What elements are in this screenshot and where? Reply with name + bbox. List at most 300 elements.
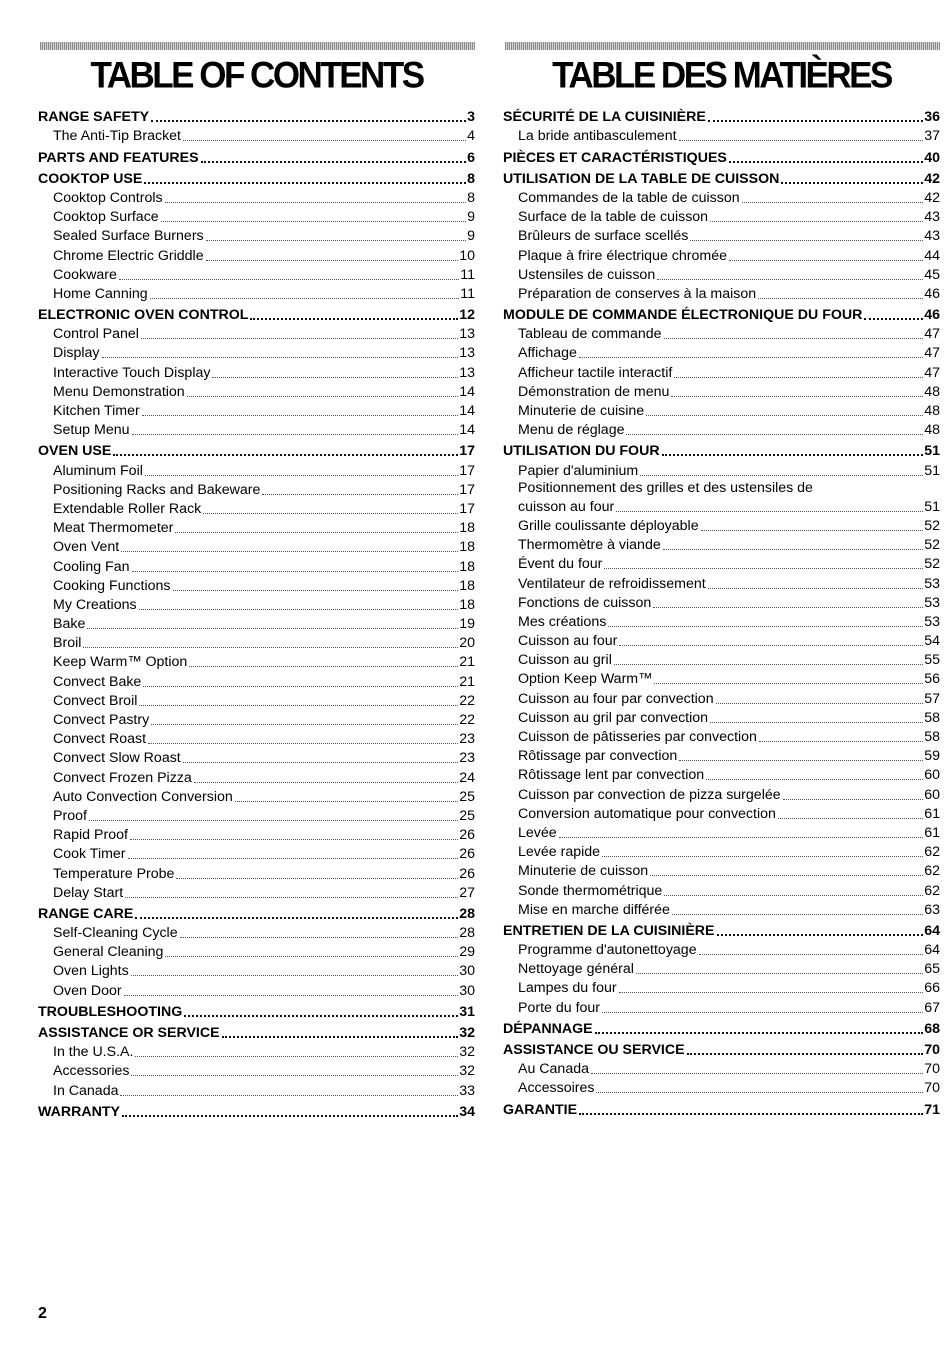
toc-section-entry <box>38 169 475 188</box>
entry-page-number: 24 <box>459 769 475 786</box>
entry-page-number: 28 <box>459 905 475 922</box>
toc-subsection-entry <box>38 729 475 748</box>
dot-leader <box>758 298 923 299</box>
dot-leader <box>759 741 923 742</box>
entry-page-number: 48 <box>924 403 940 419</box>
dot-leader <box>608 626 923 627</box>
entry-page-number: 8 <box>467 170 475 187</box>
toc-subsection-entry <box>38 923 475 942</box>
entry-page-number: 62 <box>924 882 940 899</box>
entry-title: Convect Frozen Pizza <box>53 769 192 786</box>
dot-leader <box>778 818 923 819</box>
entry-title: Rôtissage lent par convection <box>518 767 705 784</box>
entry-title: Cuisson au gril par convection <box>518 709 709 726</box>
toc-subsection-entry <box>503 900 940 919</box>
toc-subsection-entry <box>38 499 475 518</box>
entry-title: Sealed Surface Burners <box>53 228 204 245</box>
dot-leader <box>113 454 458 456</box>
dot-leader <box>135 917 458 919</box>
toc-section-entry <box>503 921 940 940</box>
entry-title: Menu Demonstration <box>53 383 185 400</box>
entry-title: RANGE CARE <box>38 905 134 922</box>
dot-leader <box>710 722 923 723</box>
entry-title: La bride antibasculement <box>518 128 677 145</box>
entry-title: ASSISTANCE OR SERVICE <box>38 1025 220 1041</box>
entry-title: Cooktop Surface <box>53 209 159 226</box>
entry-page-number: 63 <box>924 901 940 918</box>
toc-subsection-entry <box>38 652 475 671</box>
entry-title: Temperature Probe <box>53 865 175 882</box>
toc-subsection-entry <box>38 537 475 556</box>
entry-page-number: 61 <box>924 805 940 822</box>
dot-leader <box>222 1036 459 1038</box>
entry-page-number: 27 <box>459 884 475 901</box>
entry-title: Cuisson de pâtisseries par convection <box>518 729 757 745</box>
toc-subsection-entry <box>38 518 475 537</box>
entry-page-number: 22 <box>459 712 475 728</box>
dot-leader <box>130 839 458 840</box>
dot-leader <box>657 279 923 280</box>
entry-page-number: 42 <box>924 189 940 206</box>
entry-title: Sonde thermométrique <box>518 882 663 899</box>
entry-title: Cuisson au four <box>518 633 618 650</box>
dot-leader <box>579 1113 923 1115</box>
entry-page-number: 25 <box>459 807 475 824</box>
entry-title: Keep Warm™ Option <box>53 654 188 671</box>
entry-title: Cooling Fan <box>53 558 130 575</box>
toc-subsection-entry <box>503 480 940 497</box>
dot-leader <box>144 182 466 184</box>
toc-subsection-entry <box>38 825 475 844</box>
toc-section-entry <box>503 1099 940 1118</box>
dot-leader <box>173 590 459 591</box>
dot-leader <box>183 140 466 141</box>
toc-section-entry <box>503 107 940 126</box>
entry-title: Cuisson au four par convection <box>518 690 714 707</box>
toc-subsection-entry <box>38 1061 475 1080</box>
entry-title: Option Keep Warm™ <box>518 671 653 688</box>
toc-subsection-entry <box>503 362 940 381</box>
entry-page-number: 4 <box>467 128 475 145</box>
entry-title: Cooking Functions <box>53 577 171 594</box>
dot-leader <box>619 645 923 646</box>
entry-page-number: 9 <box>467 209 475 226</box>
entry-page-number: 70 <box>924 1042 940 1058</box>
dot-leader <box>742 202 924 203</box>
dot-leader <box>131 975 459 976</box>
dot-leader <box>626 434 923 435</box>
toc-subsection-entry <box>503 804 940 823</box>
dot-leader <box>671 396 923 397</box>
entry-page-number: 13 <box>459 345 475 362</box>
entry-page-number: 19 <box>459 616 475 633</box>
entry-title: Convect Broil <box>53 692 138 709</box>
toc-subsection-entry <box>503 880 940 899</box>
entry-page-number: 30 <box>459 982 475 999</box>
entry-title: Oven Lights <box>53 963 129 980</box>
toc-section-entry <box>503 441 940 460</box>
entry-page-number: 51 <box>924 498 940 515</box>
toc-subsection-entry <box>503 842 940 861</box>
entry-title: COOKTOP USE <box>38 170 143 187</box>
entry-title: RANGE SAFETY <box>38 109 150 126</box>
entry-title: Interactive Touch Display <box>53 364 211 381</box>
entry-page-number: 14 <box>459 383 475 400</box>
dot-leader <box>176 878 458 879</box>
entry-title: Brûleurs de surface scellés <box>518 228 689 245</box>
toc-subsection-entry <box>503 324 940 343</box>
entry-page-number: 32 <box>459 1025 475 1041</box>
toc-subsection-entry <box>38 767 475 786</box>
dot-leader <box>262 494 458 495</box>
entry-title: Minuterie de cuisson <box>518 863 649 880</box>
dot-leader <box>701 530 924 531</box>
toc-subsection-entry <box>503 245 940 264</box>
toc-subsection-entry <box>38 226 475 245</box>
toc-subsection-entry <box>38 671 475 690</box>
dot-leader <box>710 221 923 222</box>
entry-title: In the U.S.A. <box>53 1044 134 1061</box>
dot-leader <box>619 992 924 993</box>
entry-title: Tableau de commande <box>518 326 662 343</box>
toc-subsection-entry <box>503 382 940 401</box>
entry-page-number: 67 <box>924 999 940 1016</box>
entry-page-number: 68 <box>924 1020 940 1037</box>
entry-page-number: 32 <box>459 1044 475 1061</box>
entry-title: Extendable Roller Rack <box>53 500 202 517</box>
entry-title: SÉCURITÉ DE LA CUISINIÈRE <box>503 109 706 126</box>
entry-title: Convect Slow Roast <box>53 750 181 767</box>
dot-leader <box>729 260 923 261</box>
entry-page-number: 70 <box>924 1061 940 1078</box>
entry-page-number: 18 <box>459 596 475 613</box>
entry-title: Démonstration de menu <box>518 383 670 400</box>
entry-title: Auto Convection Conversion <box>53 788 233 805</box>
entry-page-number: 54 <box>924 633 940 650</box>
dot-leader <box>864 318 923 320</box>
entry-page-number: 51 <box>924 443 940 460</box>
dot-leader <box>131 1075 458 1076</box>
entry-title: Grille coulissante déployable <box>518 517 699 534</box>
entry-page-number: 12 <box>459 307 475 324</box>
entry-title: OVEN USE <box>38 443 112 460</box>
entry-title: Bake <box>53 616 86 633</box>
toc-subsection-entry <box>38 1080 475 1099</box>
toc-subsection-entry <box>503 226 940 245</box>
toc-section-entry <box>503 1040 940 1059</box>
entry-page-number: 17 <box>459 500 475 517</box>
toc-subsection-entry <box>38 480 475 499</box>
toc-subsection-entry <box>503 727 940 746</box>
entry-title: Delay Start <box>53 884 124 901</box>
dot-leader <box>595 1032 924 1034</box>
dot-leader <box>781 182 923 184</box>
entry-page-number: 32 <box>459 1063 475 1080</box>
toc-subsection-entry <box>503 688 940 707</box>
toc-subsection-entry <box>38 245 475 264</box>
entry-title: Affichage <box>518 345 577 362</box>
entry-title: Rapid Proof <box>53 827 128 844</box>
entry-title: Oven Vent <box>53 539 120 556</box>
toc-subsection-entry <box>503 1078 940 1097</box>
entry-page-number: 64 <box>924 942 940 959</box>
dot-leader <box>250 318 458 320</box>
dot-leader <box>135 1056 458 1057</box>
toc-subsection-entry <box>503 516 940 535</box>
entry-page-number: 9 <box>467 228 475 245</box>
entry-title: Self-Cleaning Cycle <box>53 925 178 942</box>
entry-page-number: 47 <box>924 345 940 362</box>
toc-subsection-entry <box>38 126 475 145</box>
entry-title: Setup Menu <box>53 422 130 439</box>
toc-list <box>38 107 475 1121</box>
toc-subsection-entry <box>503 997 940 1016</box>
dot-leader <box>139 705 458 706</box>
entry-page-number: 59 <box>924 748 940 765</box>
dot-leader <box>679 760 923 761</box>
entry-page-number: 20 <box>459 635 475 652</box>
toc-subsection-entry <box>503 669 940 688</box>
toc-section-entry <box>503 147 940 166</box>
entry-page-number: 18 <box>459 520 475 537</box>
entry-page-number: 42 <box>924 170 940 187</box>
toc-subsection-entry <box>503 593 940 612</box>
entry-title: Proof <box>53 807 87 824</box>
toc-section-entry <box>38 1023 475 1042</box>
dot-leader <box>87 628 458 629</box>
dot-leader <box>187 396 459 397</box>
toc-subsection-entry <box>503 631 940 650</box>
entry-page-number: 30 <box>459 963 475 980</box>
dot-leader <box>559 837 924 838</box>
entry-page-number: 40 <box>924 149 940 166</box>
dot-leader <box>151 120 466 122</box>
entry-title: Au Canada <box>518 1061 589 1078</box>
entry-page-number: 26 <box>459 865 475 882</box>
entry-title: Porte du four <box>518 999 601 1016</box>
entry-page-number: 62 <box>924 844 940 861</box>
toc-subsection-entry <box>38 595 475 614</box>
dot-leader <box>663 549 923 550</box>
toc-section-entry <box>38 904 475 923</box>
entry-page-number: 10 <box>459 247 475 264</box>
toc-subsection-entry <box>503 1059 940 1078</box>
toc-subsection-entry <box>503 554 940 573</box>
entry-title: Ustensiles de cuisson <box>518 266 656 283</box>
entry-title: TROUBLESHOOTING <box>38 1003 183 1020</box>
toc-subsection-entry <box>503 650 940 669</box>
dot-leader <box>662 454 924 456</box>
entry-title: Ventilateur de refroidissement <box>518 575 706 592</box>
entry-page-number: 53 <box>924 613 940 630</box>
entry-page-number: 52 <box>924 556 940 573</box>
toc-subsection-entry <box>38 691 475 710</box>
entry-page-number: 8 <box>467 189 475 206</box>
dot-leader <box>119 279 459 280</box>
entry-page-number: 23 <box>459 731 475 748</box>
dot-leader <box>161 221 466 222</box>
toc-subsection-entry <box>503 861 940 880</box>
toc-subsection-entry <box>503 535 940 554</box>
entry-title: Levée <box>518 824 557 841</box>
dot-leader <box>708 120 923 122</box>
dot-leader <box>201 161 467 163</box>
entry-title: ELECTRONIC OVEN CONTROL <box>38 307 249 324</box>
dot-leader <box>235 801 458 802</box>
dot-leader <box>206 240 466 241</box>
entry-page-number: 11 <box>460 266 475 283</box>
entry-title: Levée rapide <box>518 844 601 861</box>
toc-subsection-entry <box>38 748 475 767</box>
entry-title: Thermomètre à viande <box>518 537 661 554</box>
toc-subsection-entry <box>38 188 475 207</box>
dot-leader <box>142 415 458 416</box>
toc-subsection-entry <box>38 265 475 284</box>
entry-title: Kitchen Timer <box>53 403 140 419</box>
entry-page-number: 53 <box>924 594 940 611</box>
entry-title: UTILISATION DU FOUR <box>503 443 660 460</box>
entry-title: UTILISATION DE LA TABLE DE CUISSON <box>503 170 780 187</box>
toc-section-entry <box>503 1019 940 1038</box>
toc-subsection-entry <box>38 633 475 652</box>
toc-heading: TABLE OF CONTENTS <box>90 54 423 96</box>
toc-section-entry <box>38 147 475 166</box>
entry-page-number: 55 <box>924 652 940 669</box>
dot-leader <box>614 664 923 665</box>
entry-page-number: 52 <box>924 537 940 554</box>
entry-title: Oven Door <box>53 982 122 999</box>
dot-leader <box>579 357 923 358</box>
entry-title: Convect Bake <box>53 673 142 690</box>
entry-title: Home Canning <box>53 285 148 302</box>
entry-page-number: 17 <box>459 443 475 460</box>
entry-title: Rôtissage par convection <box>518 748 678 765</box>
toc-subsection-entry <box>503 126 940 145</box>
toc-subsection-entry <box>503 497 940 516</box>
toc-subsection-entry <box>38 980 475 999</box>
toc-section-entry <box>38 1002 475 1021</box>
toc-subsection-entry <box>503 940 940 959</box>
entry-page-number: 71 <box>924 1101 940 1118</box>
entry-page-number: 6 <box>467 149 475 166</box>
dot-leader <box>148 743 458 744</box>
dot-leader <box>602 1012 923 1013</box>
dot-leader <box>664 338 924 339</box>
entry-title: The Anti-Tip Bracket <box>53 128 181 145</box>
dot-leader <box>102 357 459 358</box>
dot-leader <box>653 607 923 608</box>
entry-page-number: 48 <box>924 422 940 439</box>
entry-page-number: 14 <box>459 422 475 439</box>
entry-page-number: 14 <box>459 403 475 419</box>
dot-leader <box>145 475 458 476</box>
toc-subsection-entry <box>38 883 475 902</box>
toc-subsection-entry <box>503 284 940 303</box>
entry-page-number: 43 <box>924 228 940 245</box>
entry-title: Convect Roast <box>53 731 147 748</box>
entry-title: GARANTIE <box>503 1101 578 1118</box>
entry-page-number: 46 <box>924 307 940 324</box>
entry-page-number: 18 <box>459 539 475 556</box>
toc-english-column <box>38 42 475 1121</box>
toc-list <box>503 107 940 1119</box>
entry-title: Conversion automatique pour convection <box>518 805 776 822</box>
entry-title: Préparation de conserves à la maison <box>518 285 757 302</box>
dot-leader <box>596 1092 923 1093</box>
toc-subsection-entry <box>503 401 940 420</box>
dot-leader <box>139 609 459 610</box>
dot-leader <box>151 724 458 725</box>
toc-subsection-entry <box>38 787 475 806</box>
toc-subsection-entry <box>38 710 475 729</box>
dot-leader <box>132 434 459 435</box>
entry-page-number: 64 <box>924 922 940 939</box>
toc-section-entry <box>503 169 940 188</box>
entry-title: Cook Timer <box>53 846 126 863</box>
entry-page-number: 37 <box>924 128 940 145</box>
dot-leader <box>716 703 924 704</box>
dot-leader <box>125 897 458 898</box>
entry-title: Surface de la table de cuisson <box>518 209 709 226</box>
entry-title: DÉPANNAGE <box>503 1020 593 1037</box>
toc-subsection-entry <box>38 362 475 381</box>
toc-subsection-entry <box>38 614 475 633</box>
dot-leader <box>184 1015 458 1017</box>
dot-leader <box>165 956 458 957</box>
entry-title: WARRANTY <box>38 1103 120 1120</box>
dot-leader <box>646 415 923 416</box>
entry-page-number: 34 <box>459 1103 475 1120</box>
entry-page-number: 66 <box>924 980 940 997</box>
dot-leader <box>189 666 458 667</box>
toc-subsection-entry <box>38 284 475 303</box>
dot-leader <box>616 511 923 512</box>
entry-page-number: 26 <box>459 846 475 863</box>
entry-page-number: 43 <box>924 209 940 226</box>
entry-title: PARTS AND FEATURES <box>38 149 199 166</box>
entry-page-number: 25 <box>459 788 475 805</box>
toc-heading: TABLE DES MATIÈRES <box>552 54 891 96</box>
toc-subsection-entry <box>503 708 940 727</box>
toc-subsection-entry <box>503 978 940 997</box>
entry-page-number: 11 <box>460 285 475 302</box>
entry-title: Cuisson au gril <box>518 652 612 669</box>
entry-title: PIÈCES ET CARACTÉRISTIQUES <box>503 149 727 166</box>
dot-leader <box>602 856 923 857</box>
entry-title: Broil <box>53 635 82 652</box>
dot-leader <box>143 686 458 687</box>
entry-title: Lampes du four <box>518 980 617 997</box>
dot-leader <box>672 914 923 915</box>
entry-page-number: 18 <box>459 577 475 594</box>
toc-subsection-entry <box>503 823 940 842</box>
entry-title: Meat Thermometer <box>53 520 174 537</box>
dot-leader <box>212 377 458 378</box>
entry-title: Accessoires <box>518 1080 595 1097</box>
entry-title: Accessories <box>53 1063 130 1080</box>
entry-title: Control Panel <box>53 326 139 343</box>
entry-page-number: 21 <box>459 673 475 690</box>
entry-title: Chrome Electric Griddle <box>53 247 204 264</box>
toc-section-entry <box>38 1102 475 1121</box>
entry-page-number: 17 <box>459 481 475 498</box>
entry-title: Nettoyage général <box>518 961 634 978</box>
entry-page-number: 56 <box>924 671 940 688</box>
entry-title: Cuisson par convection de pizza surgelée <box>518 786 781 803</box>
entry-title: ASSISTANCE OU SERVICE <box>503 1042 685 1058</box>
toc-subsection-entry <box>38 382 475 401</box>
entry-page-number: 60 <box>924 786 940 803</box>
